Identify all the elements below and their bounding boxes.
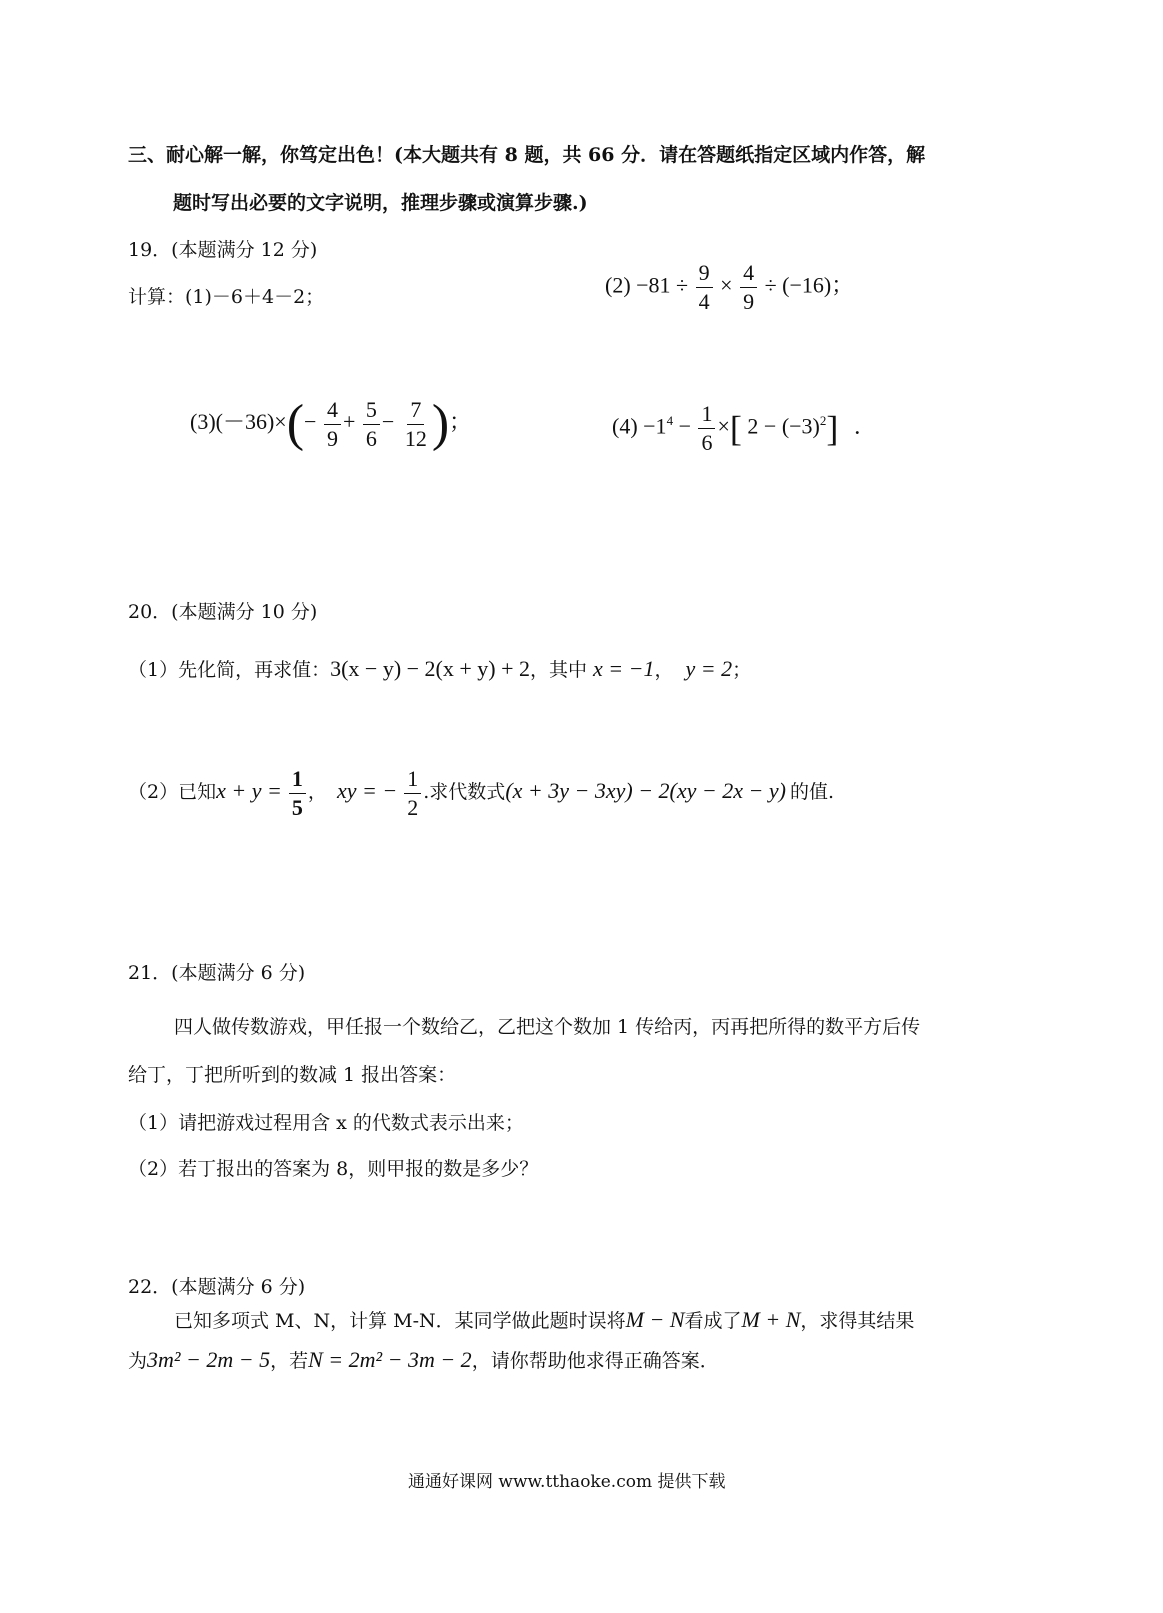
q22-expr-m-minus-n: M − N [625, 1307, 685, 1332]
q20-p2-frac1: $\frac{1}{5}$ [289, 768, 306, 819]
q21-para-line2: 给丁，丁把所听到的数减 1 报出答案： [128, 1064, 457, 1086]
q19-p3-rparen: ) [431, 395, 450, 452]
q20-part2: （2）已知x + y = $\frac{1}{5}$ ， xy = − $\frac{1}{2}$ .求代数式(x + 3y − 3xy) − 2(xy − 2x − y) 的值. [128, 766, 835, 820]
q22-expr-m-plus-n: M + N [741, 1307, 801, 1332]
q20-p1-x: x = −1 [593, 656, 655, 681]
q19-p2-post: ÷ (−16)； [764, 272, 854, 298]
q19-p3-lparen: ( [286, 395, 305, 452]
q19-p3-pre: (3)(－36)× [190, 409, 287, 435]
section-heading-line2: 题时写出必要的文字说明，推理步骤或演算步骤.) [173, 192, 588, 214]
q19-p4-pre: (4) −1 [612, 413, 667, 439]
q20-p2-frac2: $\frac{1}{2}$ [404, 768, 421, 819]
q19-part2 [605, 262, 853, 313]
q22-expr-sum: 3m² − 2m − 5 [147, 1347, 271, 1372]
q19-part4: $(4) -1^4$ − $\frac{1}{6}$ ×[ $2 - (-3)^2$] ． [612, 401, 876, 455]
q19-header: 19．(本题满分 12 分) [128, 239, 318, 261]
q20-part1: （1）先化简，再求值：3(x − y) − 2(x + y) + 2，其中 x = −1， y = 2； [128, 656, 752, 681]
q19-part1: 计算：(1)－6＋4－2； [128, 286, 325, 308]
q19-p4-lbracket: [ [729, 408, 742, 449]
q19-p4-frac: $\frac{1}{6}$ [698, 403, 715, 454]
q21-item2: （2）若丁报出的答案为 8，则甲报的数是多少？ [128, 1158, 539, 1180]
q19-part3: (3)(－36)×(− $\frac{4}{9}$ + $\frac{5}{6}$ − $\frac{7}{12}$ )； [190, 395, 472, 452]
q20-p2-label: （2）已知 [128, 781, 217, 803]
q19-p2-pre: (2) −81 ÷ [605, 272, 689, 298]
q20-p1-y: y = 2 [685, 656, 733, 681]
q22-header: 22．(本题满分 6 分) [128, 1276, 306, 1298]
q19-p3-frac3: $\frac{7}{12}$ [404, 396, 427, 451]
q20-p1-expr: 3(x − y) − 2(x + y) + 2 [330, 656, 531, 681]
page-footer: 通通好课网 www.tthaoke.com 提供下载 [408, 1472, 726, 1492]
q19-p2-frac1: $\frac{9}{4}$ [696, 262, 713, 313]
q22-expr-n: N = 2m² − 3m − 2 [308, 1347, 472, 1372]
q20-p2-expr: (x + 3y − 3xy) − 2(xy − 2x − y) [505, 778, 786, 803]
q22-line2: 为3m² − 2m − 5，若N = 2m² − 3m − 2，请你帮助他求得正确答案． [128, 1347, 719, 1372]
q20-header: 20．(本题满分 10 分) [128, 601, 318, 623]
q19-p2-frac2: $\frac{4}{9}$ [740, 262, 757, 313]
q21-item1: （1）请把游戏过程用含 x 的代数式表示出来； [128, 1112, 524, 1134]
q19-p4-rbracket: ] [826, 408, 839, 449]
q21-header: 21．(本题满分 6 分) [128, 962, 306, 984]
q20-p1-label: （1）先化简，再求值： [128, 659, 331, 681]
q21-para-line1: 四人做传数游戏，甲任报一个数给乙，乙把这个数加 1 传给丙，丙再把所得的数平方后传 [174, 1016, 921, 1038]
q19-p3-frac2: $\frac{5}{6}$ [363, 399, 380, 450]
q19-p3-frac1: $\frac{4}{9}$ [324, 399, 341, 450]
q19-p2-times: × [720, 272, 733, 298]
section-heading-line1: 三、耐心解一解，你笃定出色！(本大题共有 8 题，共 66 分．请在答题纸指定区域内作答，解 [128, 144, 926, 166]
q22-line1: 已知多项式 M、N，计算 M-N．某同学做此题时误将M − N看成了M + N，求得其结果 [174, 1307, 915, 1332]
